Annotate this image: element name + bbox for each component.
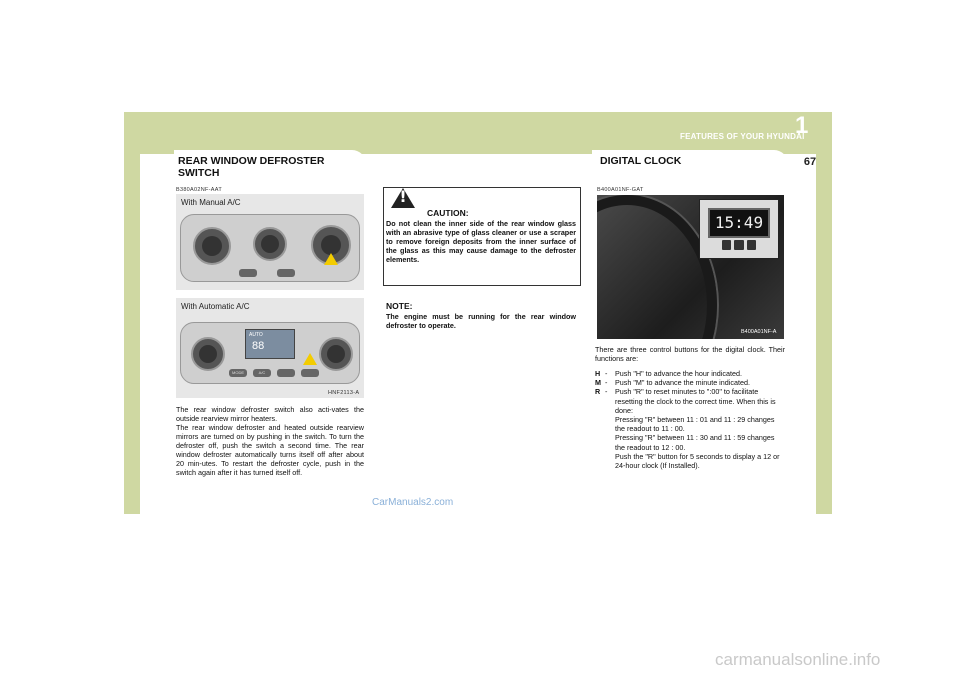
auto-right-knob-icon [319, 337, 353, 371]
figure-automatic-ac [176, 298, 364, 398]
section-code-right: B400A01NF-GAT [597, 187, 644, 193]
list-dash: - [605, 387, 608, 397]
caution-text: Do not clean the inner side of the rear window glass with an abrasive type of glass cleaner or use a scraper to remove foreign deposits from the inner surface of the glass as this may cause damage to the defroster elements. [386, 219, 576, 265]
clock-display: 15:49 [708, 208, 770, 238]
list-item [595, 369, 785, 378]
caution-title: CAUTION: [427, 208, 469, 218]
left-margin-band [124, 154, 140, 514]
list-item [595, 387, 785, 415]
sub-line: Pressing "R" between 11 : 01 and 11 : 29 changes the readout to 11 : 00. [615, 415, 775, 434]
list-text: Push "M" to advance the minute indicated. [615, 378, 750, 388]
list-text: Push "H" to advance the hour indicated. [615, 369, 742, 378]
list-key: M [595, 378, 601, 388]
figure-code-left: HNF2113-A [328, 390, 360, 396]
arrow-up-icon [324, 253, 338, 265]
rear-defroster-paragraph-1: The rear window defroster switch also acti-vates the outside rearview mirror heaters. [176, 405, 364, 424]
figure-manual-label: With Manual A/C [181, 198, 241, 207]
section-title-digital-clock: DIGITAL CLOCK [600, 155, 682, 167]
list-text: Push "R" to reset minutes to ":00" to facilitate resetting the clock to the correct time. When this is done: [615, 387, 776, 415]
section-title-rear-defroster: REAR WINDOW DEFROSTER SWITCH [178, 155, 325, 179]
mode-button: MODE [229, 369, 247, 377]
ac-button: A/C [253, 369, 271, 377]
clock-button-list [595, 369, 785, 470]
rear-defroster-paragraph-2: The rear window defroster and heated outside rearview mirrors are turned on by pushing in the switch. To turn the defroster off, push the switch a second time. The rear window defroster automatically turns itself off after about 20 min-utes. To restart the defroster cycle, push in the switch again after it has turned itself off. [176, 423, 364, 478]
defrost-button-auto-icon [277, 369, 295, 377]
photo-code: B400A01NF-A [741, 329, 777, 335]
figure-manual-ac [176, 194, 364, 290]
list-key: R [595, 387, 601, 397]
auto-left-knob-icon [191, 337, 225, 371]
watermark-link[interactable]: CarManuals2.com [372, 497, 454, 508]
note-title: NOTE: [386, 301, 413, 311]
list-item [595, 378, 785, 387]
list-dash: - [605, 369, 608, 378]
automatic-control-panel [180, 322, 360, 384]
arrow-up-auto-icon [303, 353, 317, 365]
note-text: The engine must be running for the rear window defroster to operate. [386, 312, 576, 331]
clock-button-h-icon [722, 240, 731, 250]
digital-clock-photo [597, 195, 784, 339]
list-key: H [595, 369, 601, 378]
clock-button-r-icon [747, 240, 756, 250]
sub-line: Pressing "R" between 11 : 30 and 11 : 59 changes the readout to 12 : 00. [615, 433, 775, 452]
page-number: 67 [803, 156, 817, 168]
footer-watermark: carmanualsonline.info [715, 650, 881, 669]
temperature-knob-icon [253, 227, 287, 261]
clock-inset [699, 199, 779, 259]
chapter-label: FEATURES OF YOUR HYUNDAI [680, 132, 805, 141]
section-code-left: B380A02NF-AAT [176, 187, 222, 193]
sub-line: Push the "R" button for 5 seconds to display a 12 or 24-hour clock (If Installed). [615, 451, 780, 471]
chapter-number: 1 [795, 112, 809, 139]
defrost-button-icon [239, 269, 257, 277]
figure-auto-label: With Automatic A/C [181, 302, 250, 311]
lcd-value: 88 [252, 340, 265, 352]
manual-control-panel [180, 214, 360, 282]
rear-defrost-button-icon [277, 269, 295, 277]
rear-defrost-button-auto-icon [301, 369, 319, 377]
list-dash: - [605, 378, 608, 388]
fan-knob-icon [193, 227, 231, 265]
clock-intro: There are three control buttons for the digital clock. Their functions are: [595, 345, 785, 364]
warning-exclamation-icon: ! [399, 187, 407, 206]
right-margin-band [816, 154, 832, 514]
clock-button-m-icon [734, 240, 743, 250]
lcd-auto-label: AUTO [249, 332, 263, 338]
climate-lcd-display [245, 329, 295, 359]
clock-buttons [722, 240, 756, 250]
